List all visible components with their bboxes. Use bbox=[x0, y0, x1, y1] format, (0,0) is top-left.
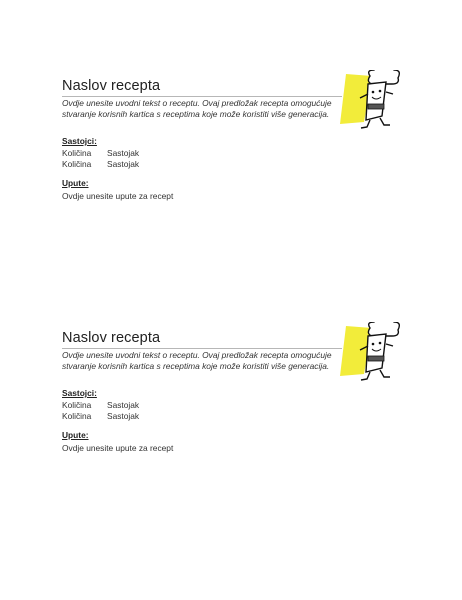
recipe-card-2 bbox=[0, 322, 462, 572]
recipe-intro[interactable]: Ovdje unesite uvodni tekst o receptu. Ovaj predložak recepta omogućuje stvaranje korisnih kartica s receptima koje može koristiti više generacija. bbox=[62, 350, 332, 372]
ingredient-row[interactable] bbox=[62, 400, 139, 410]
ingredient-quantity: Količina bbox=[62, 400, 92, 410]
recipe-title[interactable]: Naslov recepta bbox=[62, 78, 161, 94]
ingredient-quantity: Količina bbox=[62, 148, 92, 158]
ingredient-name: Sastojak bbox=[107, 400, 140, 410]
ingredient-name: Sastojak bbox=[107, 411, 140, 421]
ingredient-name: Sastojak bbox=[107, 148, 140, 158]
recipe-card-1 bbox=[0, 70, 462, 320]
ingredient-name: Sastojak bbox=[107, 159, 140, 169]
ingredients-heading: Sastojci: bbox=[62, 388, 97, 398]
ingredient-quantity: Količina bbox=[62, 159, 92, 169]
ingredient-quantity: Količina bbox=[62, 411, 92, 421]
instructions-text[interactable]: Ovdje unesite upute za recept bbox=[62, 443, 174, 453]
instructions-heading: Upute: bbox=[62, 178, 89, 188]
instructions-heading: Upute: bbox=[62, 430, 89, 440]
title-divider bbox=[62, 348, 342, 349]
ingredient-row[interactable] bbox=[62, 148, 139, 158]
ingredient-row[interactable] bbox=[62, 159, 139, 169]
title-divider bbox=[62, 96, 342, 97]
ingredient-row[interactable] bbox=[62, 411, 139, 421]
ingredients-heading: Sastojci: bbox=[62, 136, 97, 146]
chef-clipart-icon bbox=[338, 322, 408, 382]
chef-clipart-icon bbox=[338, 70, 408, 130]
recipe-intro[interactable]: Ovdje unesite uvodni tekst o receptu. Ovaj predložak recepta omogućuje stvaranje korisnih kartica s receptima koje može koristiti više generacija. bbox=[62, 98, 332, 120]
instructions-text[interactable]: Ovdje unesite upute za recept bbox=[62, 191, 174, 201]
recipe-title[interactable]: Naslov recepta bbox=[62, 330, 161, 346]
